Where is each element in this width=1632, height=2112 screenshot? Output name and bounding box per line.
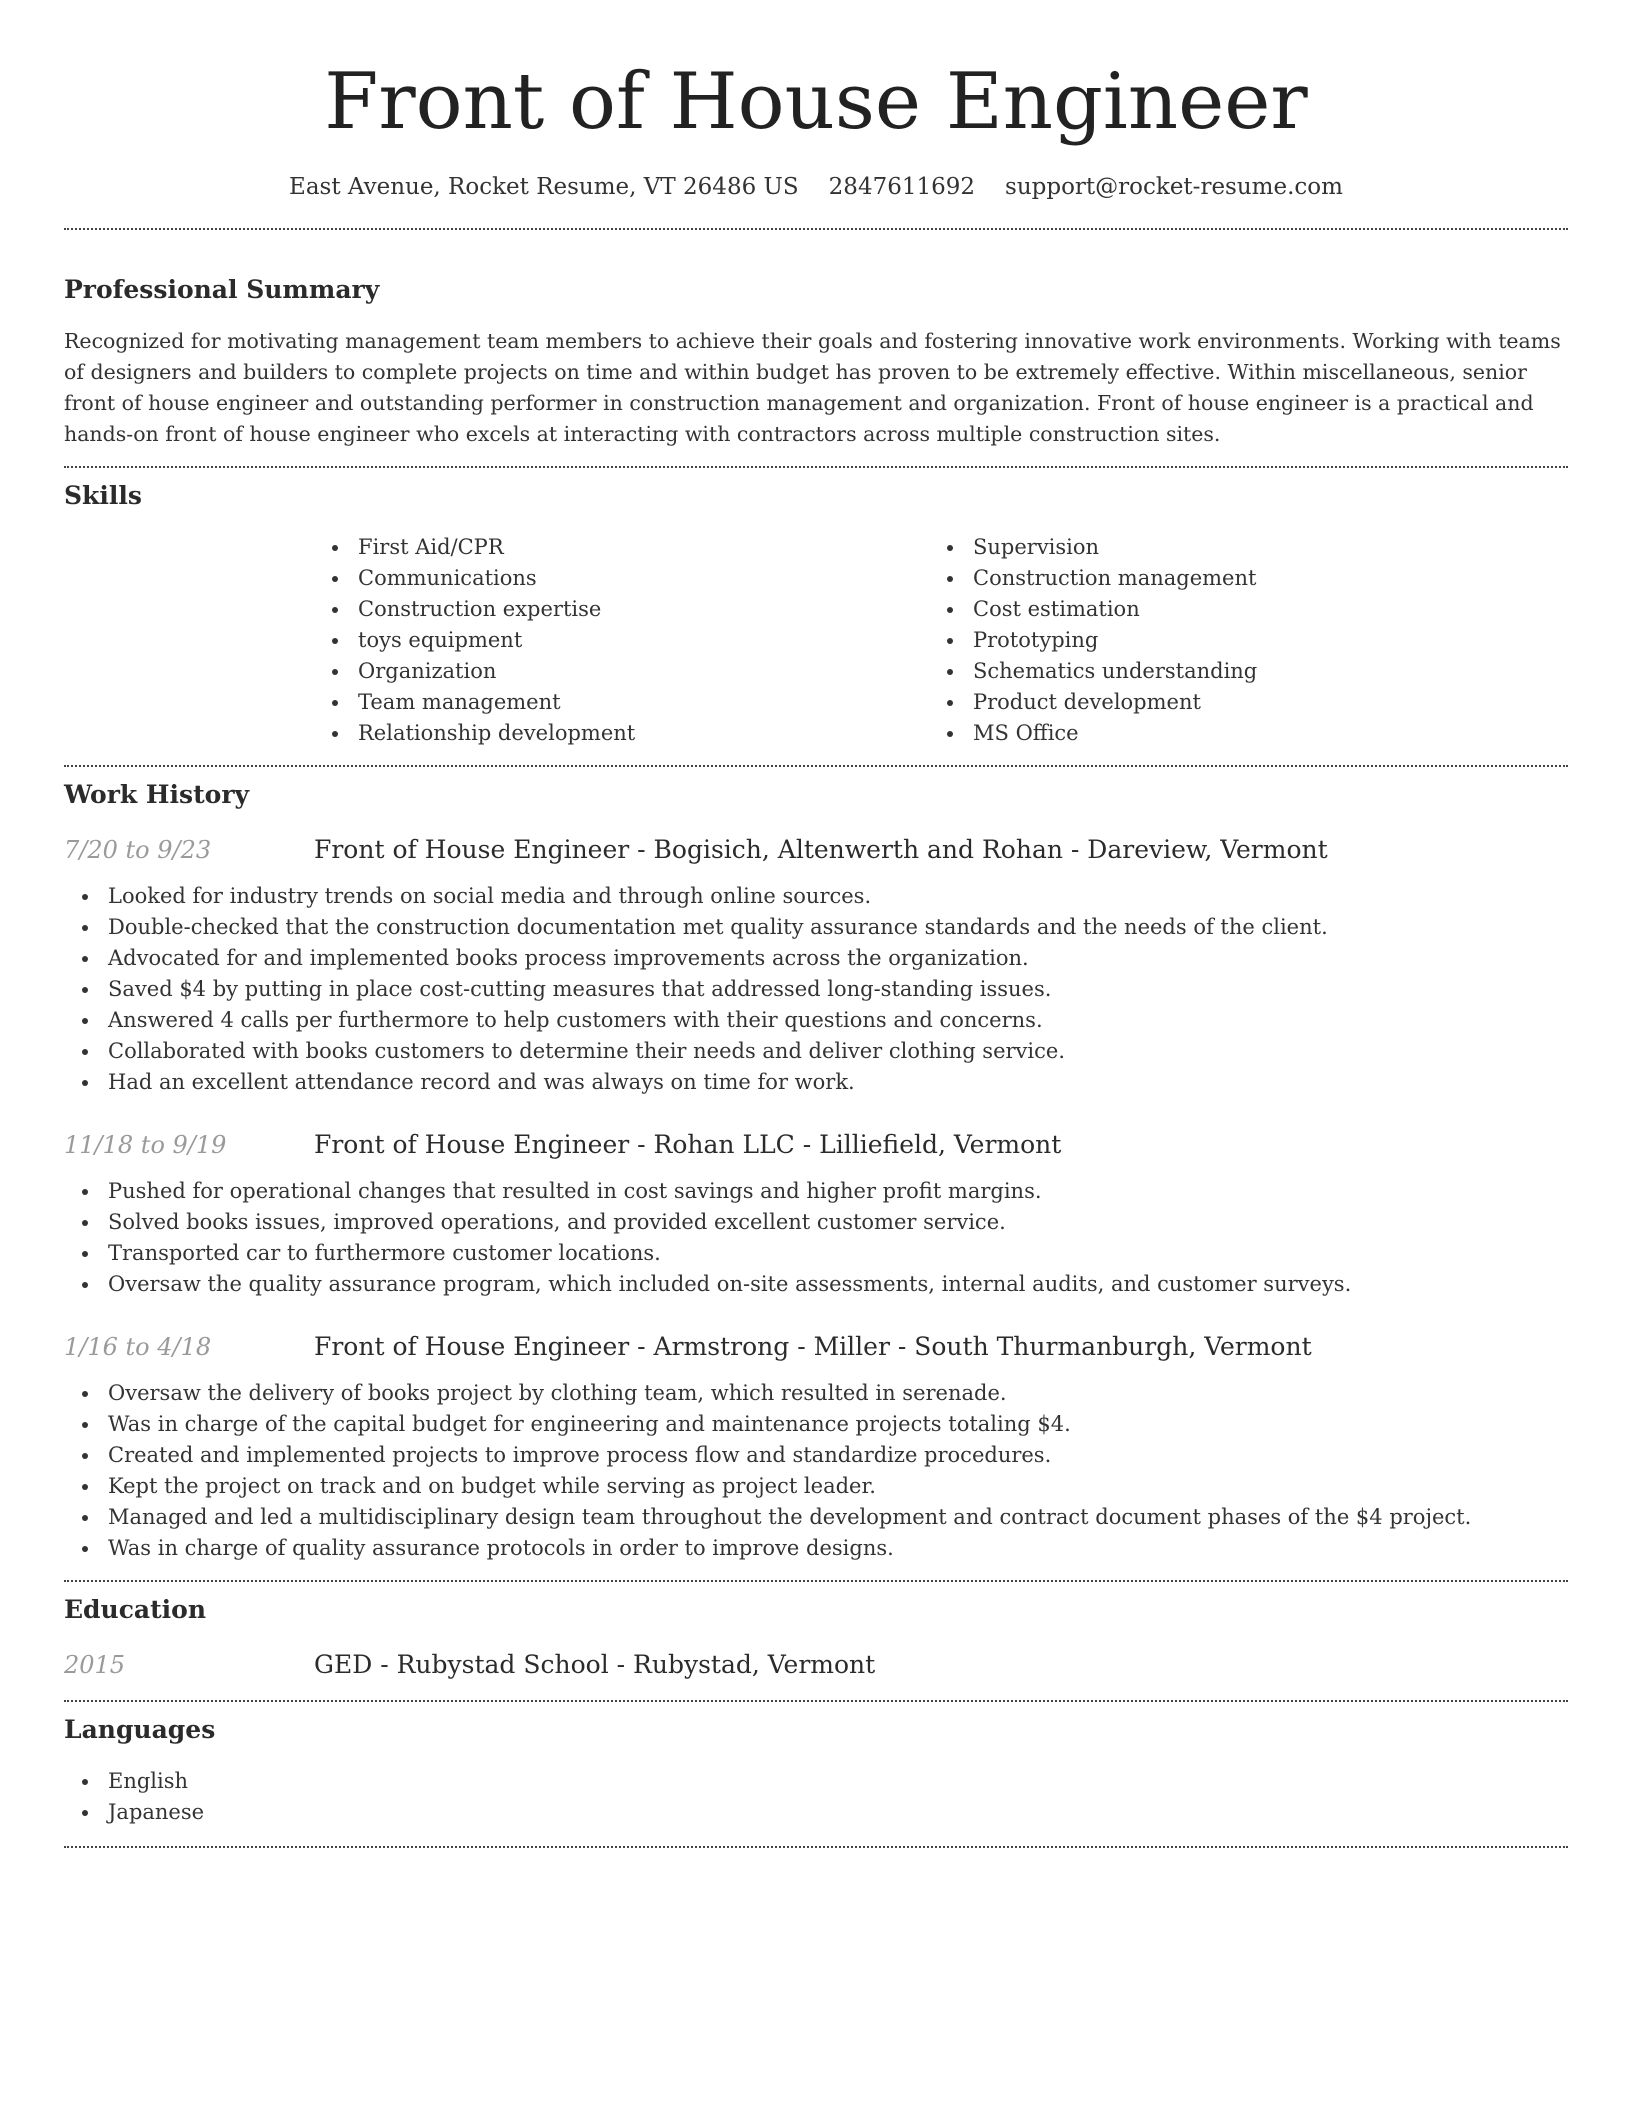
skill-item: Schematics understanding — [973, 656, 1544, 687]
job-dates: 1/16 to 4/18 — [64, 1333, 212, 1361]
contact-email: support@rocket-resume.com — [1005, 174, 1343, 200]
job-bullet: Had an excellent attendance record and was always on time for work. — [108, 1067, 1568, 1098]
language-item: Japanese — [108, 1797, 1568, 1828]
job-dates: 11/18 to 9/19 — [64, 1131, 227, 1159]
job-bullet: Oversaw the quality assurance program, which included on-site assessments, internal audits, and customer surveys. — [108, 1269, 1568, 1300]
skill-item: Supervision — [973, 532, 1544, 563]
job-bullet: Collaborated with books customers to determine their needs and deliver clothing service. — [108, 1036, 1568, 1067]
skill-item: toys equipment — [358, 625, 929, 656]
job-bullet: Double-checked that the construction documentation met quality assurance standards and the needs of the client. — [108, 912, 1568, 943]
education-year: 2015 — [64, 1651, 126, 1679]
skill-item: Team management — [358, 687, 929, 718]
skill-item: Communications — [358, 563, 929, 594]
skills-title: Skills — [64, 481, 142, 510]
skills-column-left — [314, 532, 929, 749]
skill-item: Prototyping — [973, 625, 1544, 656]
job-bullet: Was in charge of quality assurance protocols in order to improve designs. — [108, 1533, 1568, 1564]
job-bullet: Transported car to furthermore customer locations. — [108, 1238, 1568, 1269]
job-heading: Front of House Engineer - Armstrong - Miller - South Thurmanburgh, Vermont — [314, 1332, 1312, 1361]
skill-item: Organization — [358, 656, 929, 687]
job-bullet: Oversaw the delivery of books project by clothing team, which resulted in serenade. — [108, 1378, 1568, 1409]
job-bullet: Advocated for and implemented books process improvements across the organization. — [108, 943, 1568, 974]
divider — [64, 1846, 1568, 1848]
candidate-name: Front of House Engineer — [324, 57, 1308, 147]
job-entry — [64, 833, 1568, 1098]
contact-line — [64, 170, 1568, 204]
skill-item: First Aid/CPR — [358, 532, 929, 563]
job-entry — [64, 1330, 1568, 1564]
job-bullet: Answered 4 calls per furthermore to help customers with their questions and concerns. — [108, 1005, 1568, 1036]
skill-item: Construction management — [973, 563, 1544, 594]
job-bullets — [64, 1378, 1568, 1564]
language-item: English — [108, 1766, 1568, 1797]
job-heading: Front of House Engineer - Bogisich, Altenwerth and Rohan - Dareview, Vermont — [314, 835, 1328, 864]
skills-columns — [314, 532, 1568, 749]
languages-section — [64, 1714, 1568, 1828]
skill-item: MS Office — [973, 718, 1544, 749]
resume-page — [64, 0, 1568, 1848]
divider — [64, 1580, 1568, 1582]
job-entry — [64, 1128, 1568, 1300]
job-bullet: Managed and led a multidisciplinary design team throughout the development and contract document phases of the $4 project. — [108, 1502, 1568, 1533]
job-bullet: Was in charge of the capital budget for engineering and maintenance projects totaling $4. — [108, 1409, 1568, 1440]
education-title: Education — [64, 1595, 207, 1624]
summary-text: Recognized for motivating management team members to achieve their goals and fostering innovative work environments. Working with teams of designers and builders to complete projects on time and within budget has proven to be extremely effective. Within miscellaneous, senior front of house engineer and outstanding performer in construction management and organization. Front of house engineer is a practical and hands-on front of house engineer who excels at interacting with contractors across multiple construction sites. — [64, 329, 1561, 446]
job-bullet: Kept the project on track and on budget while serving as project leader. — [108, 1471, 1568, 1502]
work-history-title: Work History — [64, 780, 250, 809]
work-history-section — [64, 779, 1568, 1564]
education-heading: GED - Rubystad School - Rubystad, Vermont — [314, 1650, 876, 1679]
skill-item: Construction expertise — [358, 594, 929, 625]
skill-item: Cost estimation — [973, 594, 1544, 625]
divider — [64, 466, 1568, 468]
job-bullet: Solved books issues, improved operations, and provided excellent customer service. — [108, 1207, 1568, 1238]
contact-phone: 2847611692 — [828, 174, 976, 200]
skills-section — [64, 480, 1568, 749]
job-bullet: Looked for industry trends on social media and through online sources. — [108, 881, 1568, 912]
contact-address: East Avenue, Rocket Resume, VT 26486 US — [289, 174, 799, 200]
skill-item: Relationship development — [358, 718, 929, 749]
skill-item: Product development — [973, 687, 1544, 718]
job-bullets — [64, 1176, 1568, 1300]
skills-column-right — [929, 532, 1544, 749]
divider — [64, 765, 1568, 767]
education-entry — [64, 1648, 1568, 1682]
divider — [64, 1700, 1568, 1702]
summary-section — [64, 274, 1568, 450]
languages-list — [64, 1766, 1568, 1828]
job-heading: Front of House Engineer - Rohan LLC - Lilliefield, Vermont — [314, 1130, 1062, 1159]
languages-title: Languages — [64, 1715, 216, 1744]
job-bullets — [64, 881, 1568, 1098]
job-bullet: Saved $4 by putting in place cost-cutting measures that addressed long-standing issues. — [108, 974, 1568, 1005]
summary-title: Professional Summary — [64, 275, 380, 304]
job-dates: 7/20 to 9/23 — [64, 836, 212, 864]
job-bullet: Created and implemented projects to improve process flow and standardize procedures. — [108, 1440, 1568, 1471]
education-section — [64, 1594, 1568, 1682]
job-bullet: Pushed for operational changes that resulted in cost savings and higher profit margins. — [108, 1176, 1568, 1207]
divider — [64, 228, 1568, 230]
